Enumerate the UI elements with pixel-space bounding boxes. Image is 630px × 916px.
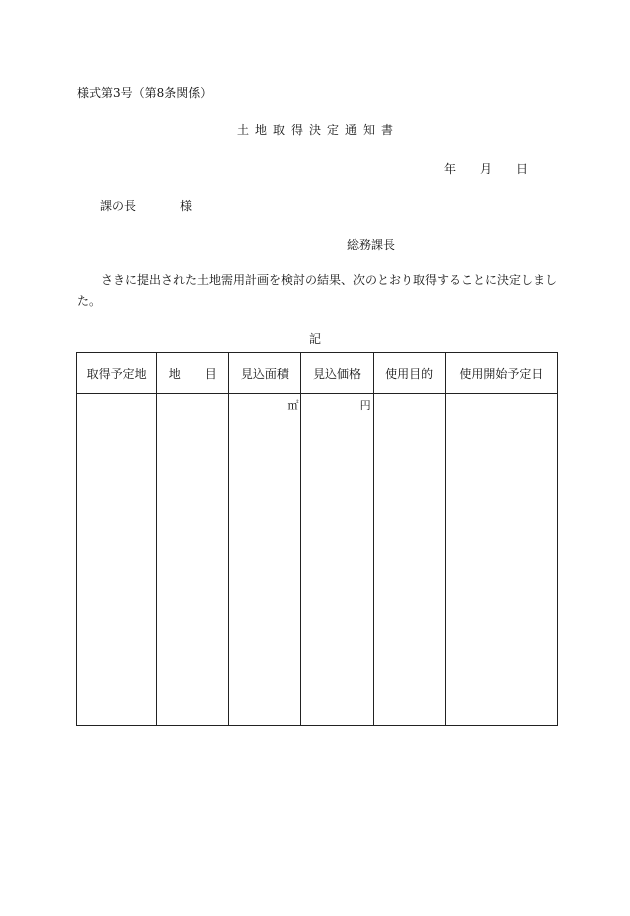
document-title: 土地取得決定通知書 <box>236 123 399 137</box>
header-start-date: 使用開始予定日 <box>445 353 557 394</box>
header-estimated-area: 見込面積 <box>229 353 301 394</box>
ki-heading: 記 <box>308 332 321 346</box>
date-line <box>444 160 528 177</box>
header-planned-site: 取得予定地 <box>77 353 157 394</box>
cell-planned-site[interactable] <box>77 394 157 726</box>
unit-square-meter: ㎡ <box>287 399 299 412</box>
header-estimated-price: 見込価格 <box>301 353 373 394</box>
sender: 総務課長 <box>347 238 396 252</box>
cell-estimated-area[interactable] <box>229 394 301 726</box>
date-day: 日 <box>516 162 529 176</box>
date-year: 年 <box>444 162 457 176</box>
body-text: さきに提出された土地需用計画を検討の結果、次のとおり取得することに決定しました。 <box>77 273 558 308</box>
cell-land-category[interactable] <box>157 394 229 726</box>
table-header-row <box>77 353 558 394</box>
form-number: 様式第3号（第8条関係） <box>77 86 213 100</box>
header-purpose: 使用目的 <box>373 353 445 394</box>
cell-estimated-price[interactable] <box>301 394 373 726</box>
table-row <box>77 394 558 726</box>
land-acquisition-table <box>76 352 558 726</box>
cell-purpose[interactable] <box>373 394 445 726</box>
cell-start-date[interactable] <box>445 394 557 726</box>
addressee <box>100 197 192 214</box>
addressee-honorific: 様 <box>180 199 193 213</box>
date-month: 月 <box>480 162 493 176</box>
unit-yen: 円 <box>359 399 371 412</box>
header-land-category: 地 目 <box>157 353 229 394</box>
addressee-department: 課の長 <box>100 199 137 213</box>
